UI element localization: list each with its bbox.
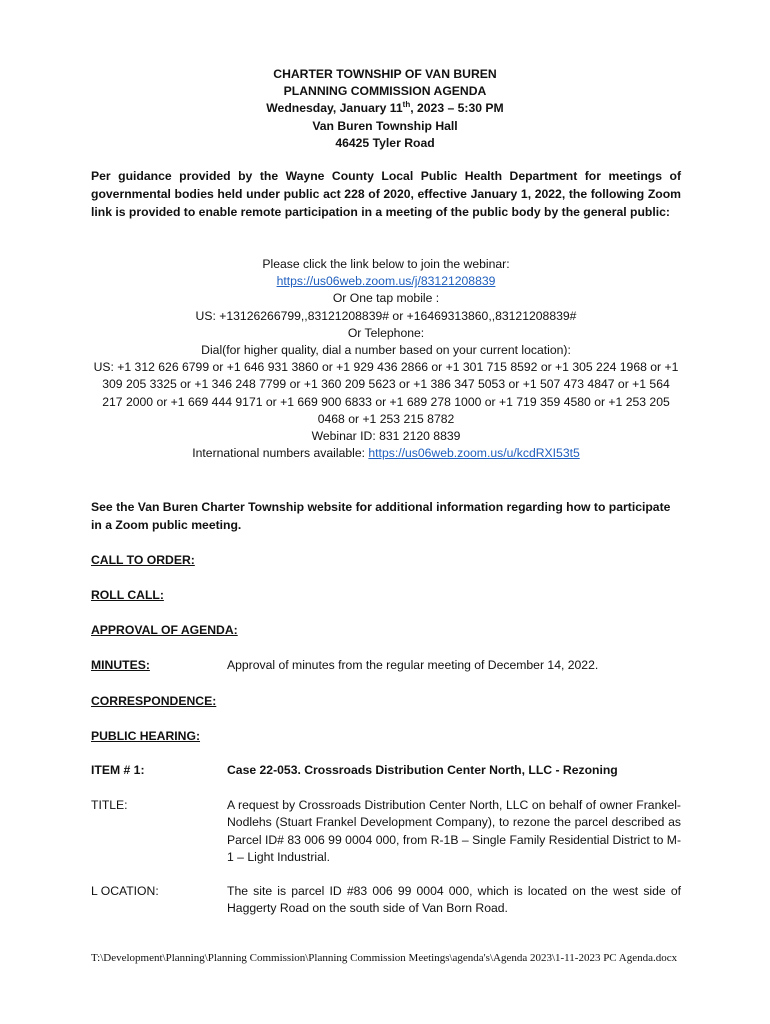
tap-mobile-label: Or One tap mobile : [332, 291, 440, 306]
title-text: A request by Crossroads Distribution Center North, LLC on behalf of owner Frankel-Nodlehs (Stuart Frankel Development Company), to rezone the parcel described as Parcel ID# 83 006 99 0004 000, from R-1B – Single Family Residential District to M-1 – Light Industrial. [227, 798, 681, 865]
section-correspondence: CORRESPONDENCE: [91, 694, 217, 708]
webinar-info [91, 256, 681, 462]
section-approval-of-agenda: APPROVAL OF AGENDA: [91, 623, 238, 637]
location-label: L OCATION: [91, 884, 159, 898]
guidance-paragraph: Per guidance provided by the Wayne County Local Public Health Department for meetings of governmental bodies held under public act 228 of 2020, effective January 1, 2022, the following Zoom link is provided to enable remote participation in a meeting of the public body by the general public: [91, 169, 681, 219]
international-numbers-link[interactable]: https://us06web.zoom.us/u/kcdRXI53t5 [368, 446, 580, 461]
international-numbers: International numbers available: https://us06web.zoom.us/u/kcdRXI53t5 [192, 446, 580, 461]
meeting-date: Wednesday, January 11th, 2023 – 5:30 PM [266, 100, 504, 116]
webinar-id: Webinar ID: 831 2120 8839 [311, 429, 461, 444]
location-text: The site is parcel ID #83 006 99 0004 000, which is located on the west side of Haggerty Road on the south side of Van Born Road. [227, 884, 681, 916]
section-public-hearing: PUBLIC HEARING: [91, 729, 201, 743]
township-name: CHARTER TOWNSHIP OF VAN BUREN [273, 67, 497, 81]
tap-mobile-numbers: US: +13126266799,,83121208839# or +16469313860,,83121208839# [195, 308, 577, 323]
telephone-label: Or Telephone: [347, 325, 425, 340]
minutes-label: MINUTES: [91, 658, 150, 672]
meeting-venue: Van Buren Township Hall [312, 118, 458, 133]
section-roll-call: ROLL CALL: [91, 588, 164, 602]
item-1-case: Case 22-053. Crossroads Distribution Center North, LLC - Rezoning [227, 763, 618, 777]
agenda-header [0, 66, 770, 152]
minutes-text: Approval of minutes from the regular meeting of December 14, 2022. [227, 658, 599, 672]
webinar-intro: Please click the link below to join the webinar: [262, 257, 510, 271]
agenda-title: PLANNING COMMISSION AGENDA [283, 84, 487, 99]
file-path-footer: T:\Development\Planning\Planning Commission\Planning Commission Meetings\agenda's\Agenda 2023\1-11-2023 PC Agenda.docx [91, 952, 678, 964]
dial-instructions: Dial(for higher quality, dial a number based on your current location): [201, 343, 571, 358]
item-1-label: ITEM # 1: [91, 763, 145, 777]
us-phone-numbers: US: +1 312 626 6799 or +1 646 931 3860 or +1 929 436 2866 or +1 301 715 8592 or +1 305 224 1968 or +1 309 205 3325 or +1 346 248 7799 or +1 360 209 5623 or +1 386 347 5053 or +1 507 473 4847 or +1 564 217 2000 or +1 669 444 9171 or +1 669 900 6833 or +1 689 278 1000 or +1 719 359 4580 or +1 253 205 0468 or +1 253 215 8782 [93, 360, 679, 426]
title-label: TITLE: [91, 798, 128, 812]
section-call-to-order: CALL TO ORDER: [91, 553, 195, 567]
webinar-join-link[interactable]: https://us06web.zoom.us/j/83121208839 [276, 274, 496, 289]
meeting-address: 46425 Tyler Road [335, 135, 435, 150]
website-note: See the Van Buren Charter Township website for additional information regarding how to participate in a Zoom public meeting. [91, 500, 671, 532]
